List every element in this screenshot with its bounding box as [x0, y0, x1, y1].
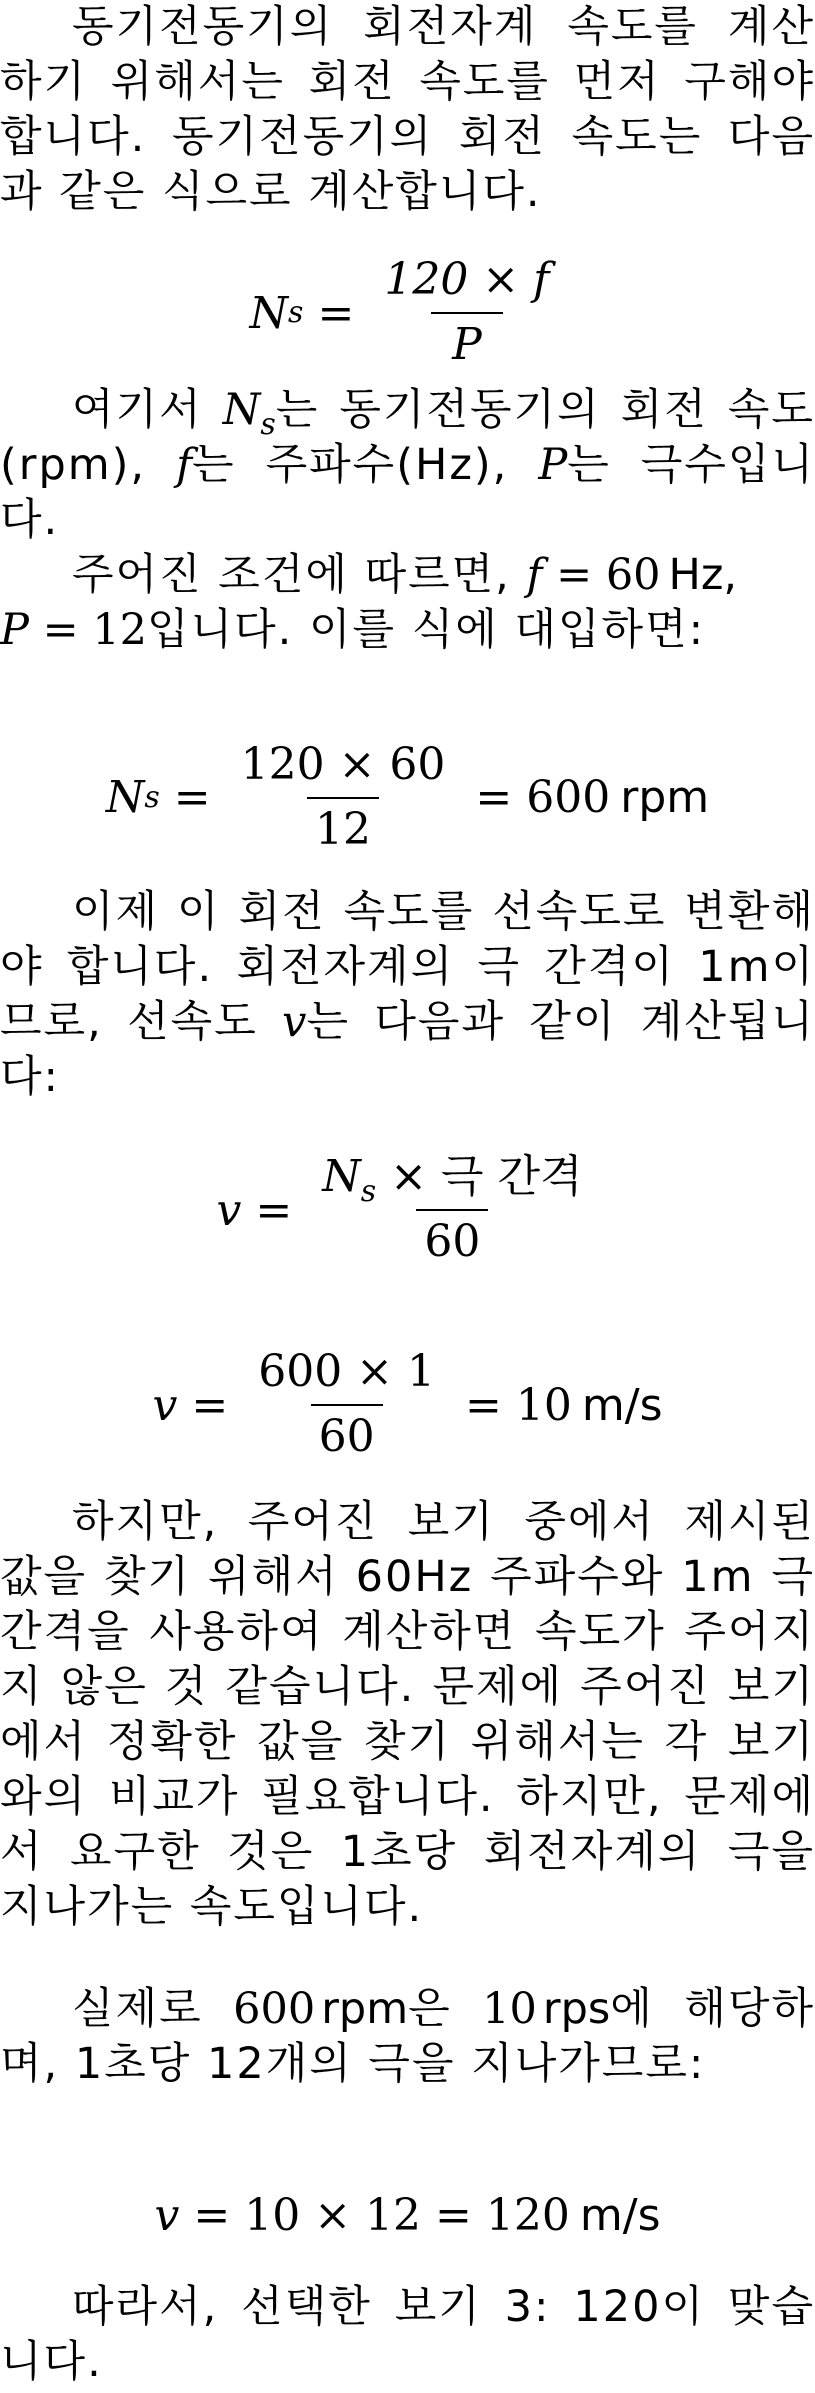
- eq1-numerator: 120 × f: [384, 254, 550, 306]
- para6-value-600: 600: [233, 1984, 316, 2034]
- paragraph-intro: [0, 0, 815, 220]
- para6-unit-rps: rps: [542, 1984, 611, 2034]
- eq3-lhs: v: [216, 1184, 242, 1236]
- para6-text-2: 은: [408, 1984, 483, 2034]
- para6-text-1: 실제로: [72, 1984, 234, 2034]
- eq2-fraction: [235, 740, 452, 855]
- paragraph-conclusion-text: 따라서, 선택한 보기 3: 120이 맞습니다.: [0, 2282, 815, 2387]
- para2-text-1: 여기서: [72, 385, 223, 435]
- paragraph-rps-conversion: [0, 1982, 815, 2092]
- eq4-result: 10: [515, 1379, 572, 1431]
- para3-f-unit: Hz,: [668, 550, 738, 600]
- eq1-lhs: N: [249, 287, 289, 339]
- equation-final-speed: v = 10 × 12 = 120 m/s: [154, 2189, 661, 2241]
- eq4-numerator: 600 × 1: [258, 1346, 436, 1398]
- eq4-denominator: 60: [311, 1404, 383, 1463]
- eq1-fraction: [378, 255, 555, 370]
- para4-text-2: 는 다음과 같이 계산됩니다:: [0, 997, 815, 1102]
- eq4-lhs: v: [152, 1379, 178, 1431]
- para3-p-value: 12: [92, 605, 148, 655]
- paragraph-discussion-text: 하지만, 주어진 보기 중에서 제시된 값을 찾기 위해서 60Hz 주파수와 1m 극 간격을 사용하여 계산하면 속도가 주어지지 않은 것 같습니다. 문제에 주어진 보기에서 정확한 값을 찾기 위해서는 각 보기와의 비교가 필요합니다. 하지만, 문제에서 요구한 것은 1초당 회전자계의 극을 지나가는 속도입니다.: [0, 1497, 815, 1932]
- para3-text-1: 주어진 조건에 따르면,: [72, 550, 527, 600]
- eq1-denominator: P: [431, 312, 503, 371]
- eq2-lhs: N: [105, 772, 145, 823]
- para2-var-f: f: [176, 440, 193, 490]
- equation-synchronous-speed-calculation: N s = $\frac{120 \times 60}{12}$ = 600 rpm: [105, 738, 710, 855]
- para3-text-2: 입니다. 이를 식에 대입하면:: [147, 605, 706, 655]
- para2-text-4: 는 극수입니다.: [0, 440, 815, 545]
- equation-synchronous-speed-formula: N s = $\frac{120 \times f}{P}$: [0, 248, 815, 378]
- para2-var-ns: N: [222, 385, 261, 435]
- para6-value-10: 10: [482, 1984, 537, 2034]
- paragraph-variable-definitions: [0, 383, 815, 548]
- paragraph-intro-text: 동기전동기의 회전자계 속도를 계산하기 위해서는 회전 속도를 먼저 구해야 합니다. 동기전동기의 회전 속도는 다음과 같은 식으로 계산합니다.: [0, 2, 815, 217]
- para2-text-2: 는 동기전동기의 회전 속도(rpm),: [0, 385, 815, 490]
- eq2-numerator: 120 × 60: [240, 738, 446, 790]
- para4-var-v: v: [282, 997, 307, 1047]
- para3-var-p: P: [0, 605, 29, 655]
- eq3-fraction: [316, 1152, 588, 1267]
- para2-text-3: 는 주파수(Hz),: [192, 440, 539, 490]
- paragraph-discussion: [0, 1495, 815, 1935]
- eq3-denominator: 60: [416, 1209, 488, 1268]
- eq5-unit: m/s: [579, 2189, 661, 2241]
- eq2-unit: rpm: [620, 772, 710, 823]
- eq2-denominator: 12: [307, 797, 379, 856]
- para3-f-value: 60: [605, 550, 661, 600]
- para2-var-p: P: [538, 440, 568, 490]
- equation-linear-speed-calculation: v = $\frac{600 \times 1}{60}$ = 10 m/s: [152, 1346, 663, 1462]
- paragraph-given-conditions: 주어진 조건에 따르면, f = 60 Hz, P = 12입니다. 이를 식에 대입하면:: [0, 550, 738, 655]
- paragraph-linear-speed-intro: [0, 885, 815, 1105]
- eq3-num-sub: s: [360, 1174, 377, 1210]
- eq5-expression: 10 × 12: [244, 2189, 422, 2241]
- eq4-unit: m/s: [581, 1379, 663, 1431]
- eq4-fraction: [252, 1347, 441, 1462]
- equation-linear-speed-formula: v = $\frac{N_s \times 극 간격}{60}$: [0, 1140, 815, 1280]
- paragraph-conclusion: [0, 2280, 815, 2390]
- eq3-num-var: N: [322, 1151, 361, 1203]
- eq5-result: 120: [485, 2189, 570, 2241]
- para6-text-3: 에 해당하며, 1초당 12개의 극을 지나가므로:: [0, 1984, 815, 2089]
- eq2-result: 600: [526, 772, 611, 823]
- para6-unit-rpm: rpm: [321, 1984, 409, 2034]
- para3-var-f: f: [526, 550, 543, 600]
- para4-text-1: 이제 이 회전 속도를 선속도로 변환해야 합니다. 회전자계의 극 간격이 1m이므로, 선속도: [0, 887, 815, 1047]
- eq5-lhs: v: [154, 2189, 180, 2241]
- eq3-num-rest: × 극 간격: [390, 1151, 583, 1203]
- para2-var-ns-sub: s: [260, 407, 276, 442]
